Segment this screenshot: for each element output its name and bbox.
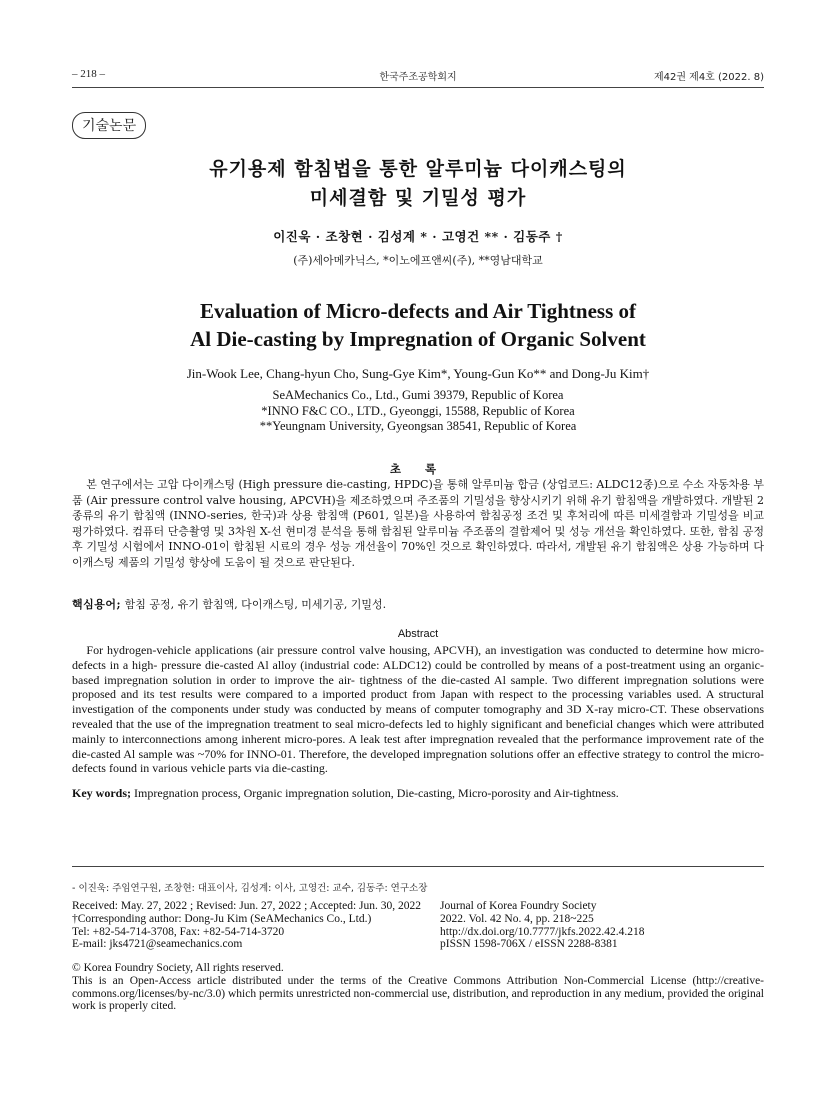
affiliation-line: *INNO F&C CO., LTD., Gyeonggi, 15588, Republic of Korea (261, 403, 575, 418)
footer-rule (72, 866, 764, 867)
journal-info (440, 900, 764, 951)
english-title (72, 297, 764, 353)
journal-title: Journal of Korea Foundry Society (440, 900, 597, 912)
affiliation-line: **Yeungnam University, Gyeongsan 38541, Republic of Korea (259, 419, 577, 433)
running-header (72, 68, 764, 84)
korean-abstract: 본 연구에서는 고압 다이캐스팅 (High pressure die-casting, HPDC)을 통해 알루미늄 합금 (상업코드: ALDC12종)으로 수소 자동차용 부품 (Air pressure control valve housing, APCVH)을 제조하였으며 주조품의 기밀성을 향상시키기 위해 유기 함침액을 개발하였다. 개발된 2종류의 유기 함침액 (INNO-series, 한국)과 상용 함침액 (P601, 일본)을 사용하여 함침공정 조건 및 후처리에 따른 미세결함과 기밀성을 비교 평가하였다. 컴퓨터 단층촬영 및 3차원 X-선 현미경 분석을 통해 함침된 알루미늄 주조품의 결함제어 및 성능 개선을 확인하였다. 또한, 함침 공정 후 기밀성 시험에서 INNO-01이 함침된 시료의 경우 성능 개선율이 70%인 것으로 확인하였다. 따라서, 개발된 유기 함침액은 상용 가능하며 다이캐스팅 제품의 기밀성 향상에 도움이 될 것으로 판단된다. (72, 478, 764, 569)
journal-name: 한국주조공학회지 (379, 72, 457, 83)
received-dates: Received: May. 27, 2022 ; Revised: Jun. 27, 2022 ; Accepted: Jun. 30, 2022 (72, 900, 421, 912)
korean-keywords-text: 함침 공정, 유기 함침액, 다이캐스팅, 미세기공, 기밀성. (121, 598, 387, 611)
contact-email: E-mail: jks4721@seamechanics.com (72, 938, 243, 951)
issue-info: 제42권 제4호 (2022. 8) (653, 72, 764, 83)
volume-pages: 2022. Vol. 42 No. 4, pp. 218~225 (440, 912, 594, 925)
english-authors: Jin-Wook Lee, Chang-hyun Cho, Sung-Gye Kim*, Young-Gun Ko** and Dong-Ju Kim† (186, 366, 650, 381)
korean-abstract-heading: 초 록 (389, 462, 447, 476)
korean-title (72, 155, 764, 213)
english-title-line2: Al Die-casting by Impregnation of Organic Solvent (190, 327, 646, 351)
korean-affiliation: (주)세아메카닉스, *이노에프앤씨(주), **영남대학교 (293, 254, 543, 267)
korean-title-line1: 유기용제 함침법을 통한 알루미늄 다이캐스팅의 (209, 158, 627, 180)
korean-keywords (72, 596, 764, 612)
article-type-badge: 기술논문 (72, 112, 146, 139)
submission-info (72, 900, 432, 951)
english-abstract: For hydrogen-vehicle applications (air pressure control valve housing, APCVH), an investigation was conducted to determine how micro-defects in a high- pressure die-casted Al alloy (industrial code: ALDC12) could be controlled by means of a post-treatment using an organic-based impregnation solution in order to improve the air- tightness of the die-casted Al sample. Two different impregnation solutions were proposed and its test results were compared to a imported product from Japan with respect to the processing variables used. A structural investigation of the components under study was conducted by means of computer tomography and 3D X-ray micro-CT. These observations revealed that the use of the impregnation treatment to seal micro-defects led to highly significant and beneficial changes which were attributed mainly to interconnections among inherent micro-pores. A leak test after impregnation revealed that the performance improvement rate of the die-casted Al sample was ~70% for INNO-01. Therefore, the developed impregnation solutions offer an effective strategy to control the micro-defects found in various vehicle parts via die-casting. (72, 643, 764, 776)
english-title-line1: Evaluation of Micro-defects and Air Tightness of (200, 299, 636, 323)
license-text: This is an Open-Access article distributed under the terms of the Creative Commons Attribution Non-Commercial License (http://creative-commons.org/licenses/by-nc/3.0) which permits unrestricted non-commercial use, distribution, and reproduction in any medium, provided the original work is properly cited. (72, 974, 764, 1013)
english-abstract-heading: Abstract (397, 628, 439, 640)
english-keywords-text: Impregnation process, Organic impregnation solution, Die-casting, Micro-porosity and Air-tightness. (131, 786, 619, 800)
korean-keywords-label: 핵심용어; (72, 598, 122, 611)
contact-phone: Tel: +82-54-714-3708, Fax: +82-54-714-3720 (72, 925, 285, 938)
korean-authors: 이진욱 · 조창현 · 김성계 * · 고영건 ** · 김동주 † (273, 229, 563, 244)
english-affiliations (72, 388, 764, 435)
issn: pISSN 1598-706X / eISSN 2288-8381 (440, 938, 618, 951)
corresponding-author: †Corresponding author: Dong-Ju Kim (SeAMechanics Co., Ltd.) (72, 912, 372, 925)
copyright-line: © Korea Foundry Society, All rights reserved. (72, 962, 284, 974)
header-rule (72, 87, 764, 88)
page-number: – 218 – (72, 68, 105, 80)
author-positions-footnote: - 이진욱: 주임연구원, 조창현: 대표이사, 김성계: 이사, 고영건: 교수, 김동주: 연구소장 (72, 883, 428, 894)
affiliation-line: SeAMechanics Co., Ltd., Gumi 39379, Republic of Korea (272, 388, 564, 402)
license-notice (72, 962, 764, 1013)
doi-link: http://dx.doi.org/10.7777/jkfs.2022.42.4.218 (440, 925, 645, 938)
korean-title-line2: 미세결함 및 기밀성 평가 (309, 187, 527, 209)
english-keywords-label: Key words; (72, 786, 131, 800)
english-keywords (72, 786, 764, 801)
